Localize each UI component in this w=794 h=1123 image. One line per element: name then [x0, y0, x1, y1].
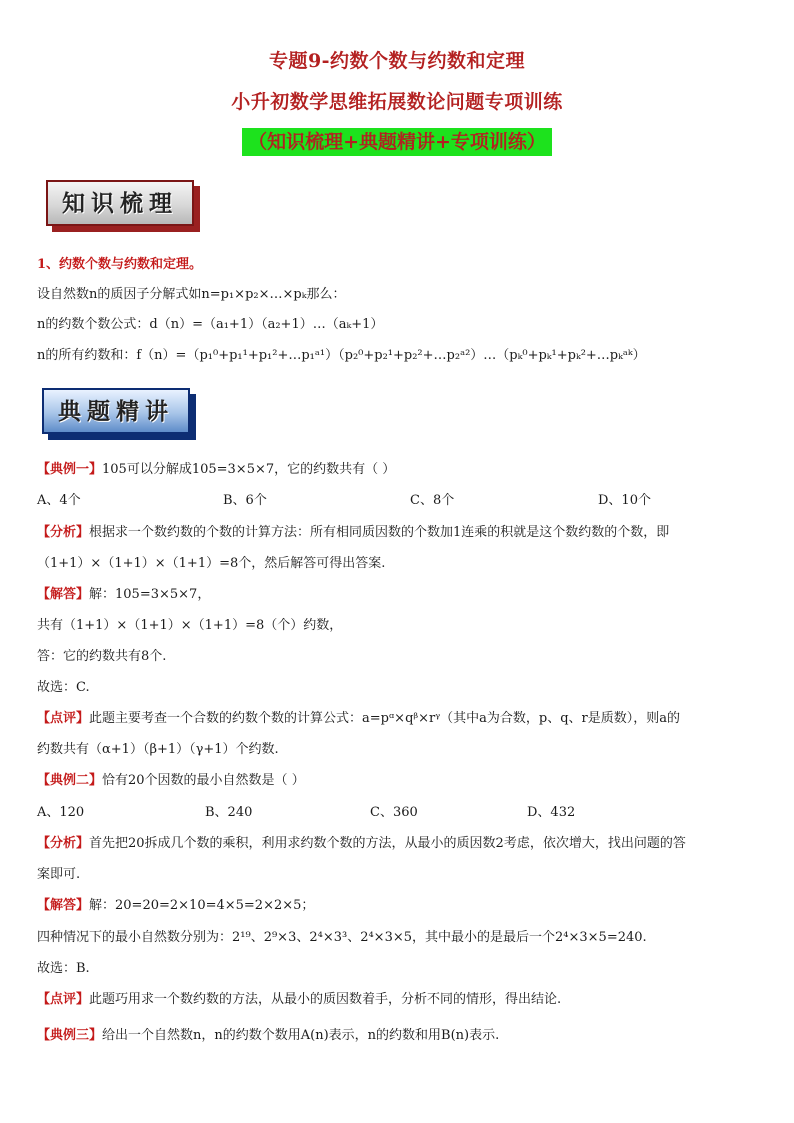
comment-line	[37, 710, 680, 728]
answer-line	[37, 897, 314, 915]
analysis-text: 首先把20拆成几个数的乘积，利用求约数个数的方法，从最小的质因数2考虑，依次增大，找出问题的答	[89, 836, 686, 851]
section-heading: 1、约数个数与约数和定理。	[37, 257, 203, 272]
option-c: C、8个	[410, 493, 455, 508]
example-1-question	[37, 461, 395, 479]
answer-text: 解：105=3×5×7，	[89, 587, 211, 602]
text-line: 设自然数n的质因子分解式如n=p₁×p₂×…×pₖ那么：	[37, 287, 346, 302]
badge-label: 知识梳理	[46, 180, 194, 226]
badge-label: 典题精讲	[42, 388, 190, 434]
answer-label: 【解答】	[37, 587, 90, 602]
comment-text: 此题巧用求一个数约数的方法，从最小的质因数着手，分析不同的情形，得出结论.	[89, 992, 562, 1007]
highlight-text: （知识梳理+典题精讲+专项训练）	[242, 128, 552, 156]
example-2-question	[37, 772, 305, 790]
option-b: B、6个	[223, 493, 267, 508]
answer-label: 【解答】	[37, 898, 90, 913]
document-title: 专题9-约数个数与约数和定理	[268, 50, 526, 72]
answer-line-2: 四种情况下的最小自然数分别为：2¹⁹、2⁹×3、2⁴×3³、2⁴×3×5，其中最小的是最后一个2⁴×3×5=240.	[37, 930, 647, 945]
example-label: 【典例三】	[37, 1028, 103, 1043]
option-d: D、10个	[598, 493, 651, 508]
example-label: 【典例二】	[37, 773, 103, 788]
question-text: 给出一个自然数n，n的约数个数用A(n)表示，n的约数和用B(n)表示.	[102, 1028, 500, 1043]
section-badge-examples	[42, 388, 190, 434]
answer-text: 解：20=20=2×10=4×5=2×2×5；	[89, 898, 315, 913]
answer-line-3: 答：它的约数共有8个.	[37, 649, 167, 664]
option-d: D、432	[527, 805, 576, 820]
answer-line-2: 共有（1+1）×（1+1）×（1+1）=8（个）约数，	[37, 618, 343, 633]
analysis-label: 【分析】	[37, 836, 90, 851]
analysis-line-2: 案即可.	[37, 867, 81, 882]
question-text: 恰有20个因数的最小自然数是（ ）	[102, 773, 305, 788]
comment-line-2: 约数共有（α+1）（β+1）（γ+1）个约数.	[37, 742, 279, 757]
analysis-text: 根据求一个数约数的个数的计算方法：所有相同质因数的个数加1连乘的积就是这个数约数的个数，即	[89, 525, 670, 540]
example-label: 【典例一】	[37, 462, 103, 477]
highlight-banner	[0, 128, 794, 156]
text-line: n的约数个数公式：d（n）=（a₁+1）（a₂+1）…（aₖ+1）	[37, 317, 384, 332]
option-c: C、360	[370, 805, 418, 820]
comment-label: 【点评】	[37, 711, 90, 726]
analysis-line-2: （1+1）×（1+1）×（1+1）=8个，然后解答可得出答案.	[37, 556, 386, 571]
analysis-line	[37, 835, 686, 853]
analysis-label: 【分析】	[37, 525, 90, 540]
analysis-line	[37, 524, 669, 542]
option-a: A、120	[37, 805, 85, 820]
choice-line: 故选：C.	[37, 680, 90, 695]
option-a: A、4个	[37, 493, 81, 508]
option-b: B、240	[205, 805, 253, 820]
text-line: n的所有约数和：f（n）=（p₁⁰+p₁¹+p₁²+…p₁ᵃ¹）（p₂⁰+p₂¹+p₂²+…p₂ᵃ²）…（pₖ⁰+pₖ¹+pₖ²+…pₖᵃᵏ）	[37, 348, 646, 363]
choice-line: 故选：B.	[37, 961, 90, 976]
comment-label: 【点评】	[37, 992, 90, 1007]
section-badge-knowledge	[46, 180, 194, 226]
example-3-question	[37, 1027, 499, 1045]
comment-line	[37, 991, 561, 1009]
answer-line	[37, 586, 210, 604]
document-subtitle: 小升初数学思维拓展数论问题专项训练	[231, 91, 563, 113]
comment-text: 此题主要考查一个合数的约数个数的计算公式：a=pᵅ×qᵝ×rᵞ（其中a为合数，p、q、r是质数），则a的	[89, 711, 680, 726]
question-text: 105可以分解成105=3×5×7，它的约数共有（ ）	[102, 462, 396, 477]
